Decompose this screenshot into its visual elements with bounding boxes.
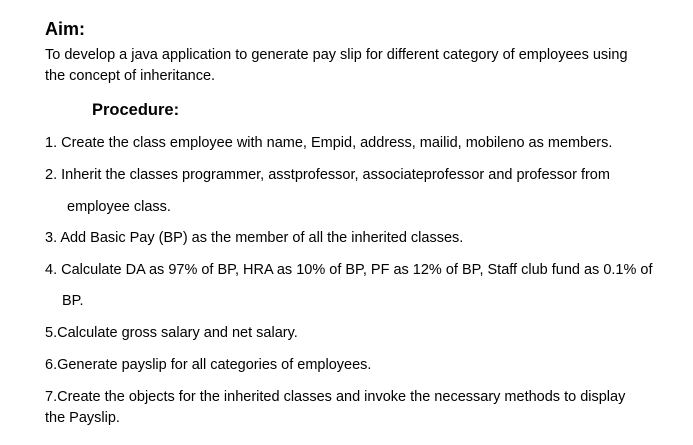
procedure-step-4-line-1: 4. Calculate DA as 97% of BP, HRA as 10% of BP, PF as 12% of BP, Staff club fund as 0.1% of bbox=[45, 262, 653, 278]
aim-text-line-2: the concept of inheritance. bbox=[45, 68, 216, 84]
procedure-step-1: 1. Create the class employee with name, Empid, address, mailid, mobileno as members. bbox=[45, 135, 613, 151]
procedure-step-5: 5.Calculate gross salary and net salary. bbox=[45, 325, 298, 341]
procedure-step-2-line-2: employee class. bbox=[67, 199, 171, 215]
procedure-step-7-line-1: 7.Create the objects for the inherited classes and invoke the necessary methods to display bbox=[45, 389, 626, 405]
procedure-heading: Procedure: bbox=[92, 101, 180, 119]
procedure-step-4-line-2: BP. bbox=[62, 293, 84, 309]
aim-text-line-1: To develop a java application to generate pay slip for different category of employees using bbox=[45, 47, 628, 63]
procedure-step-3: 3. Add Basic Pay (BP) as the member of all the inherited classes. bbox=[45, 230, 464, 246]
procedure-step-6: 6.Generate payslip for all categories of employees. bbox=[45, 357, 372, 373]
aim-heading: Aim: bbox=[45, 19, 85, 39]
procedure-step-2-line-1: 2. Inherit the classes programmer, asstprofessor, associateprofessor and professor from bbox=[45, 167, 610, 183]
procedure-step-7-line-2: the Payslip. bbox=[45, 410, 120, 426]
